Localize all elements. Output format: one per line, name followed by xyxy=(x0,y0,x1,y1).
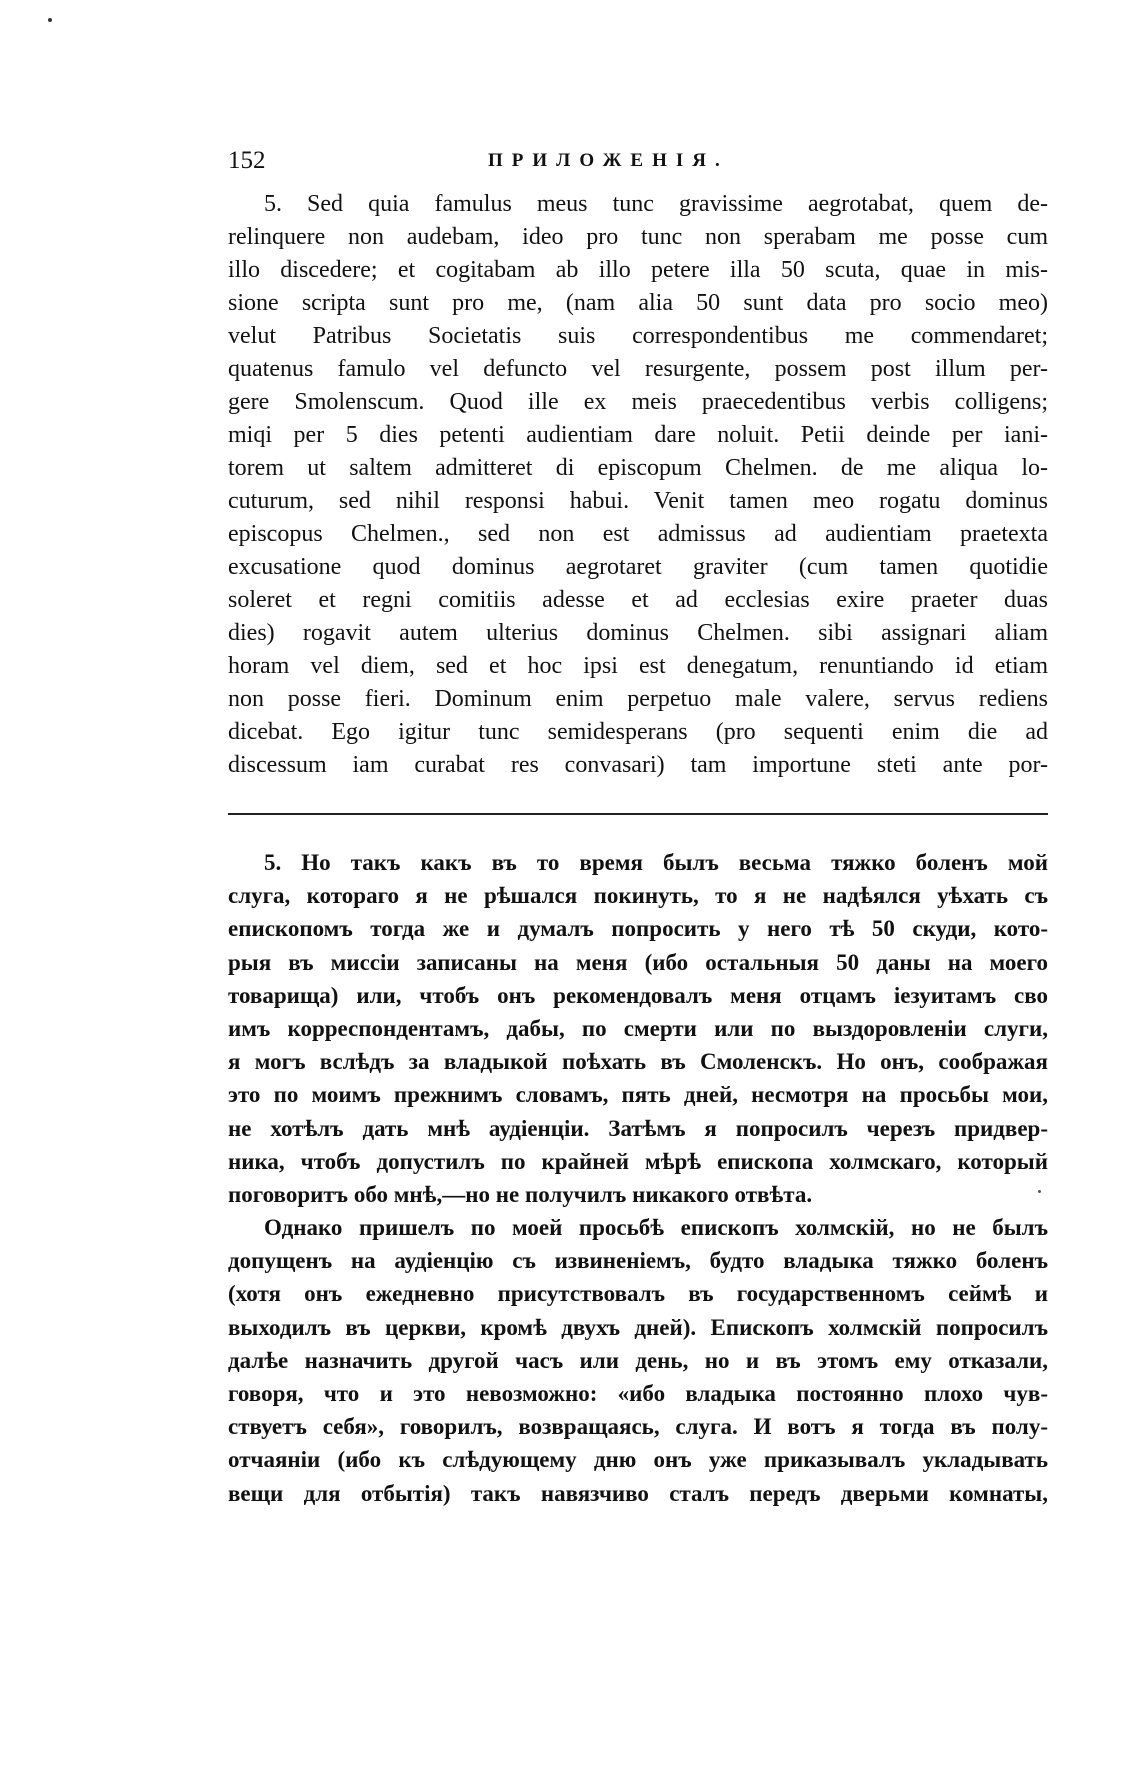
russian-line: отчаяніи (ибо къ слѣдующему дню онъ уже приказывалъ укладывать xyxy=(228,1447,1048,1473)
russian-line: допущенъ на аудіенцію съ извиненіемъ, будто владыка тяжко боленъ xyxy=(228,1248,1048,1274)
russian-line: имъ корреспондентамъ, дабы, по смерти или по выздоровленіи слуги, xyxy=(228,1015,1048,1041)
russian-line: епископомъ тогда же и думалъ попросить у него тѣ 50 скуди, кото- xyxy=(228,916,1048,942)
latin-line: illo discedere; et cogitabam ab illo petere illa 50 scuta, quae in mis- xyxy=(228,257,1048,283)
russian-line: далѣе назначить другой часъ или день, но и въ этомъ ему отказали, xyxy=(228,1347,1048,1373)
page-header xyxy=(228,146,1048,176)
russian-line: это по моимъ прежнимъ словамъ, пять дней, несмотря на просьбы мои, xyxy=(228,1082,1048,1108)
latin-line: sione scripta sunt pro me, (nam alia 50 sunt data pro socio meo) xyxy=(228,290,1048,316)
latin-line: miqi per 5 dies petenti audientiam dare noluit. Petii deinde per iani- xyxy=(228,422,1048,448)
latin-line: episcopus Chelmen., sed non est admissus ad audientiam praetexta xyxy=(228,521,1048,547)
latin-line: relinquere non audebam, ideo pro tunc non sperabam me posse cum xyxy=(228,224,1048,250)
running-title: ПРИЛОЖЕНІЯ. xyxy=(488,150,729,171)
latin-line: non posse fieri. Dominum enim perpetuo male valere, servus rediens xyxy=(228,686,1048,712)
russian-line: вещи для отбытія) такъ навязчиво сталъ передъ дверьми комнаты, xyxy=(228,1480,1048,1506)
print-speck xyxy=(1038,1190,1041,1193)
latin-line: horam vel diem, sed et hoc ipsi est denegatum, renuntiando id etiam xyxy=(228,653,1048,679)
russian-line: я могъ вслѣдъ за владыкой поѣхать въ Смоленскъ. Но онъ, соображая xyxy=(228,1049,1048,1075)
latin-line: excusatione quod dominus aegrotaret graviter (cum tamen quotidie xyxy=(228,554,1048,580)
latin-line: quatenus famulo vel defuncto vel resurgente, possem post illum per- xyxy=(228,356,1048,382)
russian-line: выходилъ въ церкви, кромѣ двухъ дней). Епископъ холмскій попросилъ xyxy=(228,1314,1048,1340)
latin-line: gere Smolenscum. Quod ille ex meis praecedentibus verbis colligens; xyxy=(228,389,1048,415)
latin-line: 5. Sed quia famulus meus tunc gravissime aegrotabat, quem de- xyxy=(264,191,1048,217)
latin-paragraph xyxy=(228,188,1048,782)
russian-line: товарища) или, чтобъ онъ рекомендовалъ меня отцамъ іезуитамъ сво xyxy=(228,982,1048,1008)
latin-line: dies) rogavit autem ulterius dominus Chelmen. sibi assignari aliam xyxy=(228,620,1048,646)
russian-line: Однако пришелъ по моей просьбѣ епископъ холмскій, но не былъ xyxy=(264,1215,1048,1241)
russian-line: (хотя онъ ежедневно присутствовалъ въ государственномъ сеймѣ и xyxy=(228,1281,1048,1307)
latin-line: dicebat. Ego igitur tunc semidesperans (pro sequenti enim die ad xyxy=(228,719,1048,745)
russian-line: ника, чтобъ допустилъ по крайней мѣрѣ епископа холмскаго, который xyxy=(228,1148,1048,1174)
russian-line: 5. Но такъ какъ въ то время былъ весьма тяжко боленъ мой xyxy=(264,850,1048,875)
russian-line: не хотѣлъ дать мнѣ аудіенціи. Затѣмъ я попросилъ черезъ придвер- xyxy=(228,1115,1048,1141)
russian-line: ствуетъ себя», говорилъ, возвращаясь, слуга. И вотъ я тогда въ полу- xyxy=(228,1414,1048,1440)
latin-line: soleret et regni comitiis adesse et ad ecclesias exire praeter duas xyxy=(228,587,1048,613)
russian-line: поговоритъ обо мнѣ,—но не получилъ никакого отвѣта. xyxy=(228,1181,813,1207)
latin-line: cuturum, sed nihil responsi habui. Venit tamen meo rogatu dominus xyxy=(228,488,1048,514)
russian-line: говоря, что и это невозможно: «ибо владыка постоянно плохо чув- xyxy=(228,1381,1048,1406)
page-number: 152 xyxy=(228,147,266,174)
russian-line: рыя въ миссіи записаны на меня (ибо остальныя 50 даны на моего xyxy=(228,949,1048,975)
latin-line: torem ut saltem admitteret di episcopum Chelmen. de me aliqua lo- xyxy=(228,455,1048,481)
russian-line: слуга, котораго я не рѣшался покинуть, то я не надѣялся уѣхать съ xyxy=(228,883,1048,909)
latin-line: discessum iam curabat res convasari) tam importune steti ante por- xyxy=(228,752,1048,778)
print-speck xyxy=(48,18,52,22)
russian-translation xyxy=(228,846,1048,1510)
latin-line: velut Patribus Societatis suis correspondentibus me commendaret; xyxy=(228,323,1048,349)
footnote-divider xyxy=(228,813,1048,815)
